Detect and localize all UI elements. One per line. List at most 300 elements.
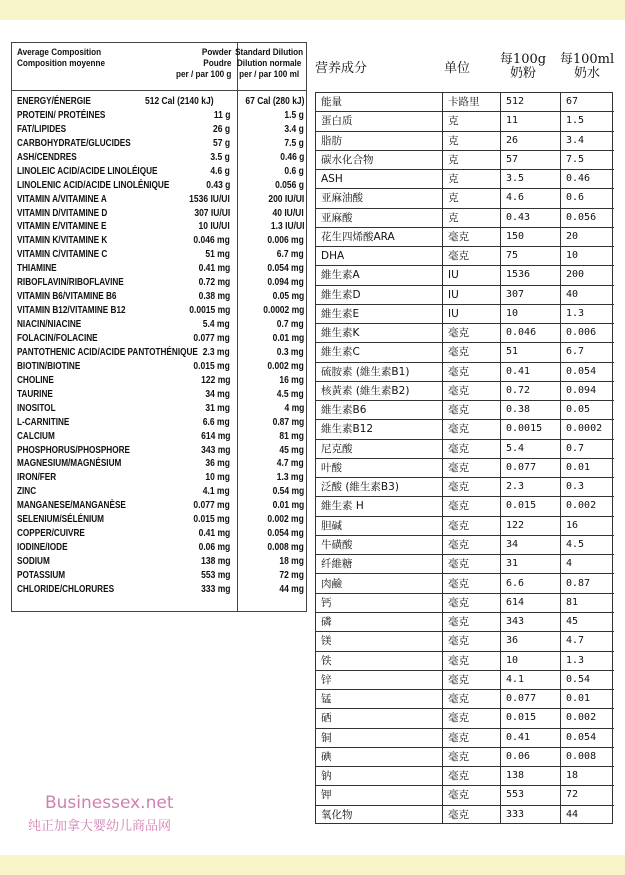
dilution-value: 0.3 mg	[277, 346, 304, 358]
powder-value: 0.0015 mg	[188, 305, 230, 317]
powder-value: 138 mg	[200, 556, 230, 568]
header-powder: Powder Poudre per / par 100 g	[175, 47, 231, 80]
per-100ml-value: 7.5	[566, 153, 585, 165]
nutrient-name: 钠	[321, 770, 332, 783]
nutrient-name: 铜	[321, 731, 332, 744]
per-100g-value: 553	[506, 789, 525, 801]
nutrient-name: SODIUM	[17, 556, 50, 568]
powder-value: 307 IU/UI	[194, 207, 230, 219]
per-100ml-value: 0.7	[566, 442, 585, 454]
powder-value: 614 mg	[200, 430, 230, 442]
table-row	[12, 249, 308, 260]
per-100ml-value: 0.87	[566, 577, 591, 589]
per-100g-value: 4.1	[506, 673, 525, 685]
table-row	[12, 124, 308, 135]
dilution-value: 0.01 mg	[272, 332, 304, 344]
dilution-value: 0.006 mg	[267, 235, 304, 247]
table-row	[12, 319, 308, 330]
table-row	[316, 363, 614, 382]
nutrient-name: CARBOHYDRATE/GLUCIDES	[17, 137, 131, 149]
nutrient-name: 維生素B12	[321, 423, 374, 436]
table-row	[316, 806, 614, 825]
nutrient-name: 亚麻酸	[321, 211, 353, 224]
table-row	[12, 417, 308, 428]
unit: IU	[448, 307, 459, 320]
nutrient-name: 維生素E	[321, 307, 360, 320]
unit: 毫克	[448, 750, 469, 763]
nutrient-name: 維生素C	[321, 346, 360, 359]
nutrient-name: NIACIN/NIACINE	[17, 319, 82, 331]
powder-value: 36 mg	[205, 458, 230, 470]
nutrient-name: LINOLEIC ACID/ACIDE LINOLÉIQUE	[17, 165, 158, 177]
nutrient-name: 牛磺酸	[321, 538, 353, 551]
powder-value: 51 mg	[205, 249, 230, 261]
nutrient-name: MANGANESE/MANGANÈSE	[17, 500, 126, 512]
table-row	[316, 228, 614, 247]
per-100ml-value: 0.01	[566, 693, 591, 705]
nutrient-name: THIAMINE	[17, 263, 57, 275]
per-100g-value: 0.41	[506, 731, 531, 743]
table-row	[12, 291, 308, 302]
nutrient-name: 钙	[321, 596, 332, 609]
dilution-value: 0.002 mg	[267, 514, 304, 526]
unit: 克	[448, 115, 459, 128]
unit: 毫克	[448, 616, 469, 629]
table-row	[316, 151, 614, 170]
per-100g-value: 57	[506, 153, 519, 165]
per-100g-value: 75	[506, 250, 519, 262]
dilution-value: 200 IU/UI	[268, 193, 304, 205]
table-row	[12, 389, 308, 400]
dilution-value: 0.0002 mg	[262, 305, 304, 317]
dilution-value: 1.5 g	[284, 109, 304, 121]
per-100ml-value: 18	[566, 770, 579, 782]
table-row	[316, 132, 614, 151]
table-row	[316, 786, 614, 805]
per-100ml-value: 0.0002	[566, 423, 603, 435]
header-nutrient: 营养成分	[315, 61, 368, 76]
nutrient-name: 纤維糖	[321, 558, 353, 571]
nutrient-name: 肉鹼	[321, 577, 342, 590]
unit: 毫克	[448, 731, 469, 744]
powder-value: 6.6 mg	[203, 416, 230, 428]
dilution-value: 0.054 mg	[267, 263, 304, 275]
per-100g-value: 0.43	[506, 211, 531, 223]
nutrient-name: CHOLINE	[17, 374, 54, 386]
table-row	[12, 277, 308, 288]
unit: 毫克	[448, 808, 469, 821]
nutrient-name: VITAMIN B12/VITAMINE B12	[17, 305, 126, 317]
table-row	[316, 613, 614, 632]
per-100ml-value: 1.3	[566, 307, 585, 319]
unit: 毫克	[448, 327, 469, 340]
dilution-value: 0.054 mg	[267, 528, 304, 540]
powder-value: 1536 IU/UI	[189, 193, 230, 205]
unit: 毫克	[448, 481, 469, 494]
powder-value: 4.1 mg	[203, 486, 230, 498]
table-row	[316, 748, 614, 767]
table-row	[316, 401, 614, 420]
per-100ml-value: 0.6	[566, 192, 585, 204]
per-100g-value: 0.72	[506, 384, 531, 396]
per-100ml-value: 200	[566, 269, 585, 281]
dilution-value: 0.008 mg	[267, 542, 304, 554]
nutrient-name: VITAMIN D/VITAMINE D	[17, 207, 108, 219]
nutrient-name: ENERGY/ÉNERGIE	[17, 96, 91, 107]
nutrient-name: COPPER/CUIVRE	[17, 528, 85, 540]
unit: 毫克	[448, 712, 469, 725]
nutrient-name: PROTEIN/ PROTÉINES	[17, 109, 106, 121]
unit: 毫克	[448, 384, 469, 397]
table-row	[316, 632, 614, 651]
header-divider	[12, 90, 306, 91]
per-100g-value: 0.077	[506, 693, 537, 705]
nutrient-name: LINOLENIC ACID/ACIDE LINOLÉNIQUE	[17, 179, 170, 191]
table-row	[316, 420, 614, 439]
per-100ml-value: 40	[566, 288, 579, 300]
per-100g-value: 0.38	[506, 404, 531, 416]
powder-value: 0.41 mg	[198, 263, 230, 275]
unit: 毫克	[448, 693, 469, 706]
table-row	[316, 517, 614, 536]
per-100ml-value: 0.054	[566, 731, 597, 743]
table-row	[12, 584, 308, 595]
per-100g-value: 5.4	[506, 442, 525, 454]
per-100ml-value: 0.008	[566, 750, 597, 762]
per-100g-value: 10	[506, 654, 519, 666]
nutrient-name: L-CARNITINE	[17, 416, 70, 428]
table-row	[12, 375, 308, 386]
dilution-value: 18 mg	[279, 556, 304, 568]
table-row	[316, 555, 614, 574]
table-row	[12, 361, 308, 372]
per-100ml-value: 45	[566, 616, 579, 628]
dilution-value: 7.5 g	[284, 137, 304, 149]
per-100ml-value: 6.7	[566, 346, 585, 358]
powder-value: 10 IU/UI	[198, 221, 230, 233]
nutrient-name: 碳水化合物	[321, 153, 374, 166]
nutrient-name: 硫胺素 (維生素B1)	[321, 365, 410, 378]
table-row	[12, 514, 308, 525]
powder-value: 0.046 mg	[193, 235, 230, 247]
per-100g-value: 51	[506, 346, 519, 358]
table-row	[316, 459, 614, 478]
dilution-value: 72 mg	[279, 569, 304, 581]
nutrient-name: 維生素 H	[321, 500, 364, 513]
unit: IU	[448, 269, 459, 282]
per-100ml-value: 16	[566, 519, 579, 531]
unit: 毫克	[448, 789, 469, 802]
table-row	[12, 138, 308, 149]
header-average-composition: Average Composition Composition moyenne	[17, 47, 106, 69]
dilution-value: 0.87 mg	[272, 416, 304, 428]
unit: 毫克	[448, 404, 469, 417]
powder-value: 512 Cal (2140 kJ)	[145, 96, 214, 107]
table-row	[316, 170, 614, 189]
table-row	[316, 497, 614, 516]
bottom-band	[0, 855, 625, 875]
nutrient-name: 碘	[321, 750, 332, 763]
nutrient-name: DHA	[321, 250, 345, 263]
nutrient-name: PANTOTHENIC ACID/ACIDE PANTOTHÉNIQUE	[17, 346, 198, 358]
table-row	[12, 235, 308, 246]
nutrient-name: 維生素B6	[321, 404, 367, 417]
nutrient-name: 镁	[321, 635, 332, 648]
nutrient-name: 锌	[321, 673, 332, 686]
unit: 克	[448, 211, 459, 224]
nutrient-name: 能量	[321, 96, 342, 108]
per-100g-value: 0.015	[506, 500, 537, 512]
dilution-value: 67 Cal (280 kJ)	[244, 96, 304, 107]
table-row	[316, 247, 614, 266]
dilution-value: 0.056 g	[275, 179, 304, 191]
nutrient-name: VITAMIN A/VITAMINE A	[17, 193, 107, 205]
table-row	[12, 445, 308, 456]
table-row	[12, 472, 308, 483]
nutrient-name: INOSITOL	[17, 402, 56, 414]
per-100g-value: 122	[506, 519, 525, 531]
nutrient-name: 維生素A	[321, 269, 360, 282]
per-100g-value: 0.0015	[506, 423, 543, 435]
per-100g-value: 10	[506, 307, 519, 319]
unit: 克	[448, 153, 459, 166]
nutrient-name: 磷	[321, 616, 332, 629]
table-row	[12, 305, 308, 316]
unit: 毫克	[448, 654, 469, 667]
per-100ml-value: 4.5	[566, 538, 585, 550]
table-row	[316, 709, 614, 728]
table-row	[316, 343, 614, 362]
dilution-value: 4.5 mg	[277, 388, 304, 400]
dilution-value: 3.4 g	[284, 123, 304, 135]
nutrient-name: FAT/LIPIDES	[17, 123, 67, 135]
dilution-value: 6.7 mg	[277, 249, 304, 261]
per-100g-value: 4.6	[506, 192, 525, 204]
nutrient-name: SELENIUM/SÉLÉNIUM	[17, 514, 105, 526]
powder-value: 3.5 g	[210, 151, 230, 163]
unit: IU	[448, 288, 459, 301]
per-100ml-value: 0.46	[566, 173, 591, 185]
dilution-value: 0.094 mg	[267, 277, 304, 289]
per-100g-value: 31	[506, 558, 519, 570]
watermark-logo-text: Businessex.net	[45, 793, 174, 813]
table-row	[12, 556, 308, 567]
per-100ml-value: 67	[566, 96, 579, 107]
per-100g-value: 2.3	[506, 481, 525, 493]
unit: 毫克	[448, 365, 469, 378]
per-100g-value: 6.6	[506, 577, 525, 589]
table-row	[12, 458, 308, 469]
powder-value: 11 g	[213, 109, 230, 121]
per-100g-value: 3.5	[506, 173, 525, 185]
nutrient-name: VITAMIN K/VITAMINE K	[17, 235, 108, 247]
nutrient-name: MAGNESIUM/MAGNÉSIUM	[17, 458, 122, 470]
powder-value: 553 mg	[200, 569, 230, 581]
nutrient-name: ASH/CENDRES	[17, 151, 77, 163]
powder-value: 31 mg	[205, 402, 230, 414]
table-row	[12, 333, 308, 344]
header-per-100ml-water: 每100ml 奶水	[559, 52, 615, 81]
nutrient-name: 泛酸 (維生素B3)	[321, 481, 399, 494]
powder-value: 57 g	[212, 137, 230, 149]
per-100g-value: 0.015	[506, 712, 537, 724]
dilution-value: 0.7 mg	[277, 319, 304, 331]
per-100g-value: 150	[506, 230, 525, 242]
powder-value: 333 mg	[200, 583, 230, 595]
per-100g-value: 614	[506, 596, 525, 608]
per-100g-value: 343	[506, 616, 525, 628]
powder-value: 0.015 mg	[193, 514, 230, 526]
table-row	[12, 263, 308, 274]
powder-value: 4.6 g	[210, 165, 230, 177]
nutrient-name: RIBOFLAVIN/RIBOFLAVINE	[17, 277, 124, 289]
table-row	[316, 286, 614, 305]
table-row	[316, 478, 614, 497]
unit: 克	[448, 134, 459, 147]
powder-value: 2.3 mg	[203, 346, 230, 358]
nutrient-name: 核黃素 (維生素B2)	[321, 384, 410, 397]
powder-value: 0.38 mg	[198, 291, 230, 303]
per-100ml-value: 44	[566, 808, 579, 820]
per-100ml-value: 1.3	[566, 654, 585, 666]
per-100ml-value: 72	[566, 789, 579, 801]
nutrient-name: PHOSPHORUS/PHOSPHORE	[17, 444, 131, 456]
per-100ml-value: 0.054	[566, 365, 597, 377]
nutrient-name: VITAMIN C/VITAMINE C	[17, 249, 108, 261]
nutrient-name: IRON/FER	[17, 472, 57, 484]
per-100g-value: 1536	[506, 269, 531, 281]
chinese-table-header	[312, 50, 624, 90]
unit: 毫克	[448, 346, 469, 359]
dilution-value: 16 mg	[279, 374, 304, 386]
per-100g-value: 36	[506, 635, 519, 647]
table-row	[316, 305, 614, 324]
table-row	[12, 221, 308, 232]
nutrient-name: CHLORIDE/CHLORURES	[17, 583, 115, 595]
table-row	[316, 594, 614, 613]
dilution-value: 0.6 g	[284, 165, 304, 177]
nutrient-name: 蛋白质	[321, 115, 353, 128]
table-row	[316, 729, 614, 748]
dilution-value: 0.54 mg	[272, 486, 304, 498]
table-row	[316, 112, 614, 131]
table-row	[12, 347, 308, 358]
table-row	[12, 500, 308, 511]
nutrient-name: 锰	[321, 693, 332, 706]
dilution-value: 0.46 g	[279, 151, 304, 163]
per-100ml-value: 10	[566, 250, 579, 262]
powder-value: 122 mg	[200, 374, 230, 386]
table-row	[316, 767, 614, 786]
per-100ml-value: 20	[566, 230, 579, 242]
per-100g-value: 307	[506, 288, 525, 300]
nutrient-name: 氧化物	[321, 808, 353, 821]
unit: 毫克	[448, 423, 469, 436]
nutrient-name: 铁	[321, 654, 332, 667]
header-standard-dilution: Standard Dilution Dilution normale per / par 100 ml	[234, 47, 303, 80]
unit: 卡路里	[448, 96, 480, 108]
table-row	[316, 575, 614, 594]
unit: 毫克	[448, 673, 469, 686]
dilution-value: 1.3 IU/UI	[270, 221, 304, 233]
table-row	[12, 570, 308, 581]
per-100ml-value: 81	[566, 596, 579, 608]
per-100g-value: 138	[506, 770, 525, 782]
powder-value: 343 mg	[200, 444, 230, 456]
powder-value: 0.06 mg	[198, 542, 230, 554]
nutrient-name: 花生四烯酸ARA	[321, 230, 395, 243]
per-100ml-value: 0.3	[566, 481, 585, 493]
table-row	[316, 690, 614, 709]
per-100ml-value: 0.002	[566, 500, 597, 512]
nutrient-name: ZINC	[17, 486, 37, 498]
unit: 毫克	[448, 538, 469, 551]
header-per-100g-powder: 每100g 奶粉	[499, 52, 547, 81]
powder-value: 0.015 mg	[193, 360, 230, 372]
per-100ml-value: 3.4	[566, 134, 585, 146]
unit: 毫克	[448, 577, 469, 590]
nutrient-name: VITAMIN E/VITAMINE E	[17, 221, 107, 233]
nutrient-name: IODINE/IODE	[17, 542, 68, 554]
powder-value: 26 g	[212, 123, 230, 135]
nutrient-name: 維生素K	[321, 327, 360, 340]
nutrient-name: 維生素D	[321, 288, 361, 301]
per-100g-value: 26	[506, 134, 519, 146]
per-100g-value: 34	[506, 538, 519, 550]
per-100ml-value: 0.54	[566, 673, 591, 685]
header-unit: 单位	[444, 61, 471, 76]
per-100ml-value: 4.7	[566, 635, 585, 647]
nutrient-name: 钾	[321, 789, 332, 802]
table-row	[12, 152, 308, 163]
powder-value: 0.43 g	[205, 179, 230, 191]
table-row	[12, 194, 308, 205]
table-row	[12, 486, 308, 497]
powder-value: 5.4 mg	[203, 319, 230, 331]
dilution-value: 81 mg	[279, 430, 304, 442]
powder-value: 10 mg	[205, 472, 230, 484]
unit: 克	[448, 192, 459, 205]
table-row	[316, 189, 614, 208]
per-100ml-value: 1.5	[566, 115, 585, 127]
per-100ml-value: 4	[566, 558, 573, 570]
table-row	[316, 324, 614, 343]
unit: 毫克	[448, 461, 469, 474]
table-row	[12, 431, 308, 442]
table-row	[12, 110, 308, 121]
nutrient-name: 叶酸	[321, 461, 342, 474]
per-100g-value: 0.06	[506, 750, 531, 762]
powder-value: 0.077 mg	[193, 332, 230, 344]
unit: 毫克	[448, 519, 469, 532]
nutrient-name: VITAMIN B6/VITAMINE B6	[17, 291, 117, 303]
unit: 毫克	[448, 250, 469, 263]
table-row	[12, 403, 308, 414]
powder-value: 0.077 mg	[193, 500, 230, 512]
table-row	[316, 440, 614, 459]
nutrient-name: 尼克酸	[321, 442, 353, 455]
powder-value: 34 mg	[205, 388, 230, 400]
unit: 毫克	[448, 770, 469, 783]
dilution-value: 4 mg	[284, 402, 304, 414]
nutrient-name: TAURINE	[17, 388, 53, 400]
table-row	[12, 180, 308, 191]
per-100ml-value: 0.01	[566, 461, 591, 473]
english-composition-table	[11, 42, 307, 612]
per-100g-value: 0.41	[506, 365, 531, 377]
unit: 毫克	[448, 230, 469, 243]
per-100g-value: 11	[506, 115, 519, 127]
